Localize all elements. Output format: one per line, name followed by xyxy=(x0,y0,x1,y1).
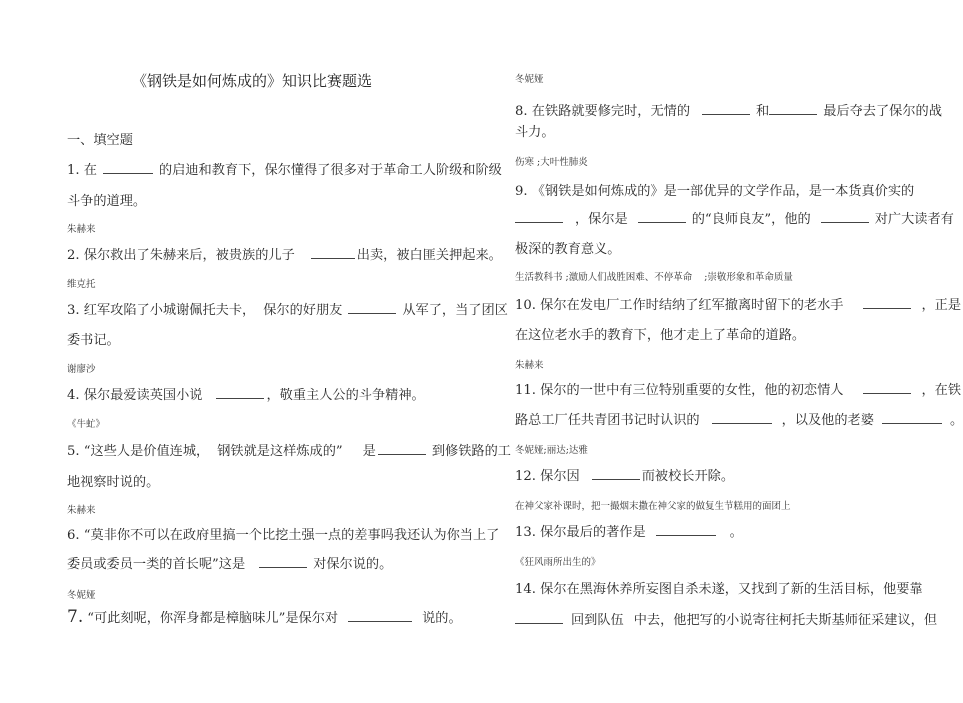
answer-6: 冬妮娅 xyxy=(67,590,96,601)
question-12: 12. 保尔因 而被校长开除。 xyxy=(515,469,735,484)
answer-blank xyxy=(863,298,911,309)
answer-blank xyxy=(592,469,640,480)
question-8-line-2: 斗力。 xyxy=(515,125,555,140)
question-1-line-1: 1. 在 的启迪和教育下，保尔懂得了很多对于革命工人阶级和阶级 xyxy=(67,163,502,178)
answer-10: 朱赫来 xyxy=(515,360,544,371)
question-9-line-2: ，保尔是 的“良师良友”，他的 对广大读者有 xyxy=(515,212,954,228)
question-4: 4. 保尔最爱读英国小说 ，敬重主人公的斗争精神。 xyxy=(67,388,425,403)
answer-4: 《牛虻》 xyxy=(67,419,106,430)
answer-blank xyxy=(702,104,750,115)
answer-blank xyxy=(378,444,426,455)
answer-2: 维克托 xyxy=(67,279,96,290)
answer-blank xyxy=(348,611,412,622)
question-5-line-1: 5. “这些人是价值连城， 钢铁就是这样炼成的” 是 到修铁路的工 xyxy=(67,444,511,459)
answer-blank xyxy=(311,248,355,259)
answer-12: 在神父家补课时，把一撮烟末撒在神父家的做复生节糕用的面团上 xyxy=(515,501,791,512)
question-9-line-3: 极深的教育意义。 xyxy=(515,242,621,257)
answer-11: 冬妮娅;丽达;达雅 xyxy=(515,445,588,456)
answer-13: 《狂风雨所出生的》 xyxy=(515,557,601,568)
answer-blank xyxy=(712,413,772,424)
question-11-line-2: 路总工厂任共青团书记时认识的 ，以及他的老婆 。 xyxy=(515,413,963,428)
section-heading: 一、填空题 xyxy=(67,133,133,148)
answer-5: 朱赫来 xyxy=(67,505,96,516)
answer-9: 生活教科书 ;激励人们战胜困难、不停革命 ;崇敬形象和革命质量 xyxy=(515,272,793,283)
answer-blank xyxy=(656,525,716,536)
question-5-line-2: 地视察时说的。 xyxy=(67,475,160,490)
answer-blank xyxy=(863,383,911,394)
answer-blank xyxy=(882,413,942,424)
question-10-line-2: 在这位老水手的教育下，他才走上了革命的道路。 xyxy=(515,328,806,343)
answer-1: 朱赫来 xyxy=(67,224,96,235)
question-13: 13. 保尔最后的著作是 。 xyxy=(515,525,743,540)
answer-blank xyxy=(216,388,264,399)
question-11-line-1: 11. 保尔的一世中有三位特别重要的女性，他的初恋情人 ，在铁 xyxy=(515,383,962,398)
question-7: 7. “可此刻呢，你浑身都是樟脑味儿”是保尔对 说的。 xyxy=(67,607,462,627)
question-10-line-1: 10. 保尔在发电厂工作时结纳了红军撤离时留下的老水手 ，正是 xyxy=(515,298,962,313)
question-2: 2. 保尔救出了朱赫来后，被贵族的儿子 出卖，被白匪关押起来。 xyxy=(67,248,502,263)
answer-blank xyxy=(769,104,817,115)
question-14-line-1: 14. 保尔在黑海休养所妄图自杀未遂，又找到了新的生活目标，他要靠 xyxy=(515,582,923,597)
question-3-line-1: 3. 红军攻陷了小城谢佩托夫卡， 保尔的好朋友 从军了，当了团区 xyxy=(67,303,508,318)
answer-blank xyxy=(515,613,563,624)
answer-blank xyxy=(259,557,307,568)
question-9-line-1: 9. 《钢铁是如何炼成的》是一部优异的文学作品，是一本货真价实的 xyxy=(515,184,915,199)
answer-blank xyxy=(638,212,686,223)
answer-blank xyxy=(103,163,153,174)
answer-7: 冬妮娅 xyxy=(515,74,544,85)
answer-8: 伤寒 ;大叶性肺炎 xyxy=(515,157,588,168)
question-3-line-2: 委书记。 xyxy=(67,333,120,348)
answer-3: 谢廖沙 xyxy=(67,364,96,375)
answer-blank xyxy=(348,303,396,314)
question-6-line-1: 6. “莫非你不可以在政府里搞一个比挖土强一点的差事吗我还认为你当上了 xyxy=(67,528,500,543)
question-8-line-1: 8. 在铁路就要修完时，无情的 和 最后夺去了保尔的战 xyxy=(515,104,942,119)
page-title: 《钢铁是如何炼成的》知识比赛题选 xyxy=(132,72,373,90)
answer-blank xyxy=(515,212,563,223)
question-14-line-2: 回到队伍 中去，他把写的小说寄往柯托夫斯基师征采建议，但 xyxy=(515,613,937,629)
answer-blank xyxy=(821,212,869,223)
question-6-line-2: 委员或委员一类的首长呢”这是 对保尔说的。 xyxy=(67,557,393,572)
question-1-line-2: 斗争的道理。 xyxy=(67,194,147,209)
